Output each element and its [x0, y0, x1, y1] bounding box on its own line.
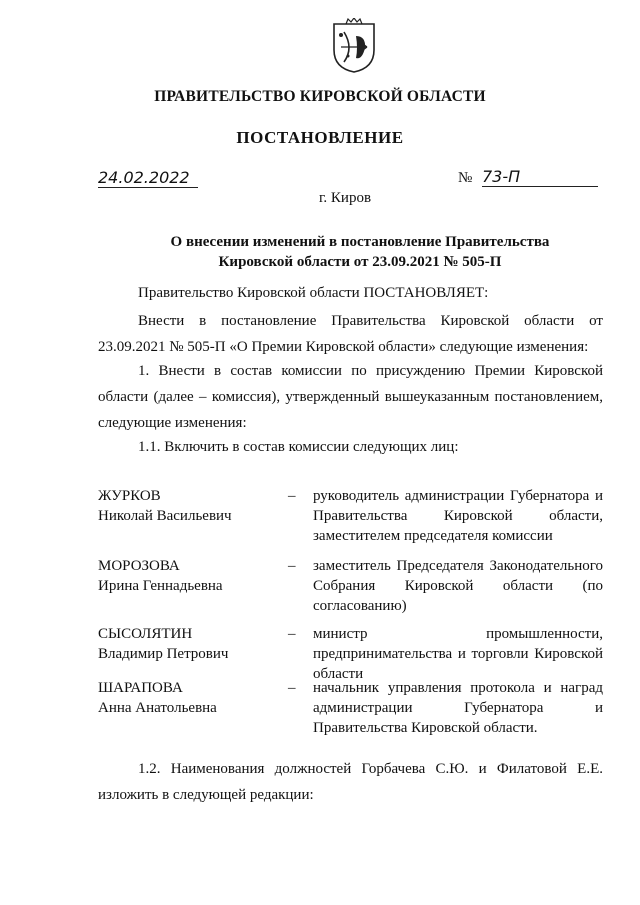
member-dash: – [288, 680, 296, 696]
number-label: № [458, 170, 473, 186]
document-number: 73-П [482, 168, 598, 187]
paragraph-decree: Правительство Кировской области ПОСТАНОВЛЯЕТ: [138, 285, 489, 301]
document-subject: О внесении изменений в постановление Правительства Кировской области от 23.09.2021 № 505-П [170, 234, 550, 270]
government-title: ПРАВИТЕЛЬСТВО КИРОВСКОЙ ОБЛАСТИ [154, 88, 486, 105]
member-given-name: Ирина Геннадьевна [98, 578, 223, 594]
document-type: ПОСТАНОВЛЕНИЕ [236, 128, 404, 147]
member-surname: СЫСОЛЯТИН [98, 626, 193, 642]
member-dash: – [288, 626, 296, 642]
member-role: заместитель Председателя Законодательного Собрания Кировской области (по согласованию) [313, 558, 603, 614]
member-name [98, 556, 278, 596]
member-dash: – [288, 558, 296, 574]
paragraph-intro: Внести в постановление Правительства Кировской области от 23.09.2021 № 505-П «О Премии Кировской области» следующие изменения: [98, 313, 603, 355]
paragraph-item-1-1: 1.1. Включить в состав комиссии следующих лиц: [138, 439, 459, 455]
member-given-name: Николай Васильевич [98, 508, 232, 524]
paragraph-item-1: 1. Внести в состав комиссии по присуждению Премии Кировской области (далее – комиссия), утвержденный вышеуказанным постановлением, следующие изменения: [98, 363, 603, 431]
member-surname: МОРОЗОВА [98, 558, 180, 574]
paragraph-item-1-2: 1.2. Наименования должностей Горбачева С.Ю. и Филатовой Е.Е. изложить в следующей редакции: [98, 761, 603, 803]
member-name [98, 486, 278, 526]
member-dash: – [288, 488, 296, 504]
member-role: руководитель администрации Губернатора и Правительства Кировской области, заместителем председателя комиссии [313, 488, 603, 544]
member-given-name: Анна Анатольевна [98, 700, 217, 716]
city: г. Киров [318, 190, 372, 206]
coat-of-arms-icon [332, 18, 376, 74]
member-surname: ШАРАПОВА [98, 680, 183, 696]
member-surname: ЖУРКОВ [98, 488, 161, 504]
member-name [98, 678, 278, 718]
member-name [98, 624, 278, 664]
member-role: начальник управления протокола и наград администрации Губернатора и Правительства Кировской области. [313, 680, 603, 736]
document-date: 24.02.2022 [98, 169, 198, 188]
member-given-name: Владимир Петрович [98, 646, 229, 662]
member-role: министр промышленности, предпринимательства и торговли Кировской области [313, 626, 603, 682]
